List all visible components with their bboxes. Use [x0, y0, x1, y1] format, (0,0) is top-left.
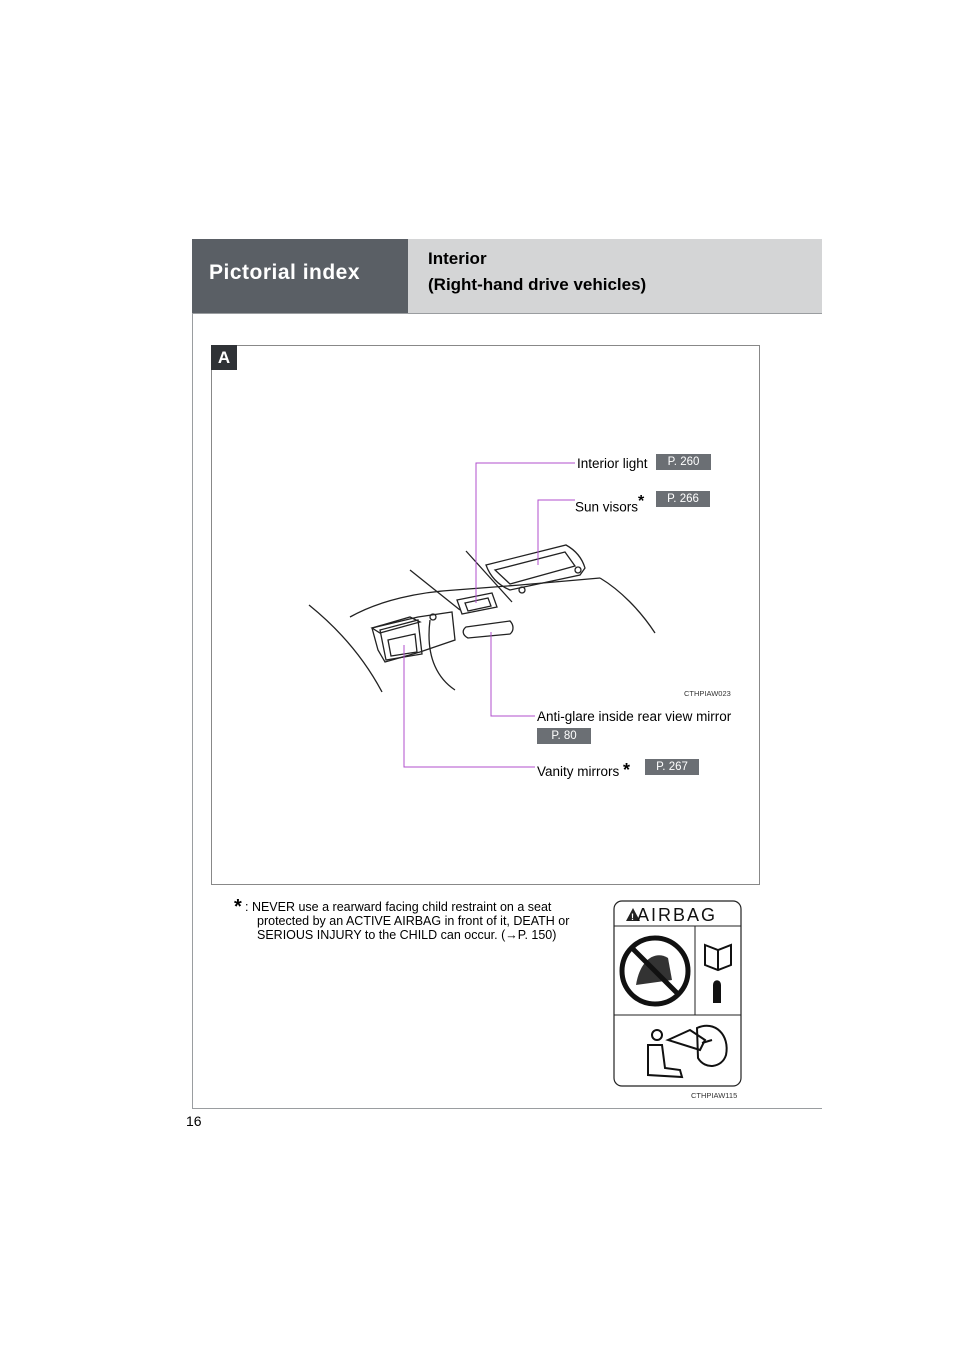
sun-visors-mark: * — [638, 493, 645, 510]
section-title: Pictorial index — [209, 261, 361, 284]
page-ref-interior-light[interactable]: P. 260 — [656, 454, 711, 470]
page-number: 16 — [186, 1113, 202, 1129]
airbag-label-code: CTHPIAW115 — [691, 1091, 738, 1100]
callout-interior-light: Interior light — [577, 456, 648, 471]
page-ref-vanity-mirrors[interactable]: P. 267 — [645, 759, 699, 775]
vanity-mirrors-mark: * — [623, 760, 631, 780]
callout-vanity-mirrors — [537, 760, 630, 781]
figure-code: CTHPIAW023 — [684, 689, 731, 698]
footnote — [245, 900, 605, 942]
footnote-line1: : NEVER use a rearward facing child restraint on a seat — [245, 900, 552, 914]
airbag-warning-label — [614, 901, 741, 1086]
page-ref-rear-view-mirror[interactable]: P. 80 — [537, 728, 591, 744]
callout-rear-view-mirror: Anti-glare inside rear view mirror — [537, 709, 732, 724]
footnote-rest: protected by an ACTIVE AIRBAG in front of it, DEATH or SERIOUS INJURY to the CHILD can occur. (→P. 150) — [257, 914, 570, 942]
vanity-mirrors-label: Vanity mirrors — [537, 764, 620, 779]
footnote-mark: * — [234, 896, 242, 918]
page-title: Interior — [428, 249, 487, 268]
airbag-title-svg: AIRBAG — [636, 905, 718, 925]
sun-visors-label: Sun visors — [575, 499, 639, 515]
headliner-drawing — [309, 545, 655, 692]
page-subtitle: (Right-hand drive vehicles) — [428, 275, 647, 294]
svg-text:!: ! — [631, 912, 634, 922]
figure-badge: A — [211, 345, 237, 370]
callout-sun-visors — [575, 493, 644, 515]
page-ref-sun-visors[interactable]: P. 266 — [656, 491, 710, 507]
